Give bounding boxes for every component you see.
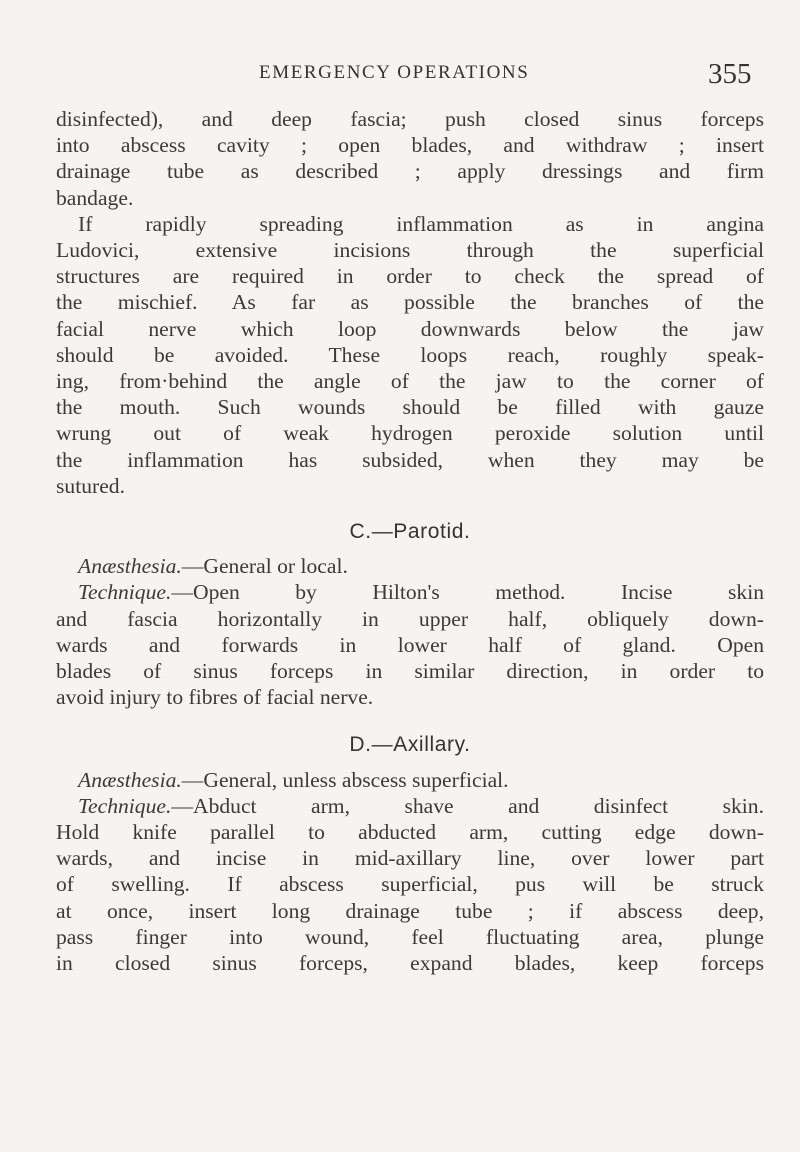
text-line: If rapidly spreading inflammation as in angina xyxy=(78,211,764,236)
text-line: structures are required in order to check the spread of xyxy=(56,264,764,289)
text-line: wards and forwards in lower half of gland. Open xyxy=(56,632,764,657)
text-line: pass finger into wound, feel fluctuating area, plunge xyxy=(56,924,764,949)
text-line xyxy=(56,767,764,793)
paragraph-continued xyxy=(56,106,764,211)
text-line: in closed sinus forceps, expand blades, keep forceps xyxy=(56,951,764,976)
anaesthesia-text: —General or local. xyxy=(181,554,348,579)
parotid-technique xyxy=(56,579,764,710)
text-line: the inflammation has subsided, when they may be xyxy=(56,447,764,472)
anaesthesia-text: —General, unless abscess superficial. xyxy=(181,767,509,792)
text-line: bandage. xyxy=(56,185,134,210)
text-line: facial nerve which loop downwards below the jaw xyxy=(56,316,764,341)
body-text xyxy=(56,106,764,976)
text-line xyxy=(56,793,764,819)
technique-text: —Open by Hilton's method. Incise skin xyxy=(171,580,764,605)
axillary-anaesthesia xyxy=(56,767,764,793)
text-line: avoid injury to fibres of facial nerve. xyxy=(56,685,374,710)
running-title: EMERGENCY OPERATIONS xyxy=(259,62,530,83)
text-line: the mouth. Such wounds should be filled with gauze xyxy=(56,395,764,420)
technique-term: Technique. xyxy=(78,793,172,818)
text-line: should be avoided. These loops reach, roughly speak- xyxy=(56,342,764,367)
text-line: ing, from·behind the angle of the jaw to the corner of xyxy=(56,369,764,394)
section-heading-parotid: C.—Parotid. xyxy=(349,520,471,544)
text-line: into abscess cavity ; open blades, and withdraw ; insert xyxy=(56,133,764,158)
page-number: 355 xyxy=(708,58,752,90)
text-line: of swelling. If abscess superficial, pus will be struck xyxy=(56,872,764,897)
section-heading-axillary: D.—Axillary. xyxy=(349,733,471,757)
text-line: wrung out of weak hydrogen peroxide solution until xyxy=(56,421,764,446)
text-line: wards, and incise in mid-axillary line, over lower part xyxy=(56,846,764,871)
parotid-anaesthesia xyxy=(56,553,764,579)
paragraph-spreading-inflammation xyxy=(56,211,764,499)
text-line: blades of sinus forceps in similar direction, in order to xyxy=(56,659,764,684)
text-line: drainage tube as described ; apply dressings and firm xyxy=(56,159,764,184)
text-line: disinfected), and deep fascia; push closed sinus forceps xyxy=(56,107,764,131)
anaesthesia-term: Anæsthesia. xyxy=(78,767,182,792)
technique-term: Technique. xyxy=(78,580,172,605)
text-line xyxy=(56,579,764,605)
text-line: the mischief. As far as possible the branches of the xyxy=(56,290,764,315)
axillary-technique xyxy=(56,793,764,976)
text-line: at once, insert long drainage tube ; if abscess deep, xyxy=(56,898,764,923)
anaesthesia-term: Anæsthesia. xyxy=(78,554,182,579)
running-head xyxy=(0,58,800,98)
text-line: sutured. xyxy=(56,473,125,498)
technique-text: —Abduct arm, shave and disinfect skin. xyxy=(171,793,764,818)
text-line: Hold knife parallel to abducted arm, cutting edge down- xyxy=(56,820,764,845)
text-line: Ludovici, extensive incisions through the superficial xyxy=(56,238,764,263)
text-line: and fascia horizontally in upper half, obliquely down- xyxy=(56,606,764,631)
text-line xyxy=(56,553,764,579)
